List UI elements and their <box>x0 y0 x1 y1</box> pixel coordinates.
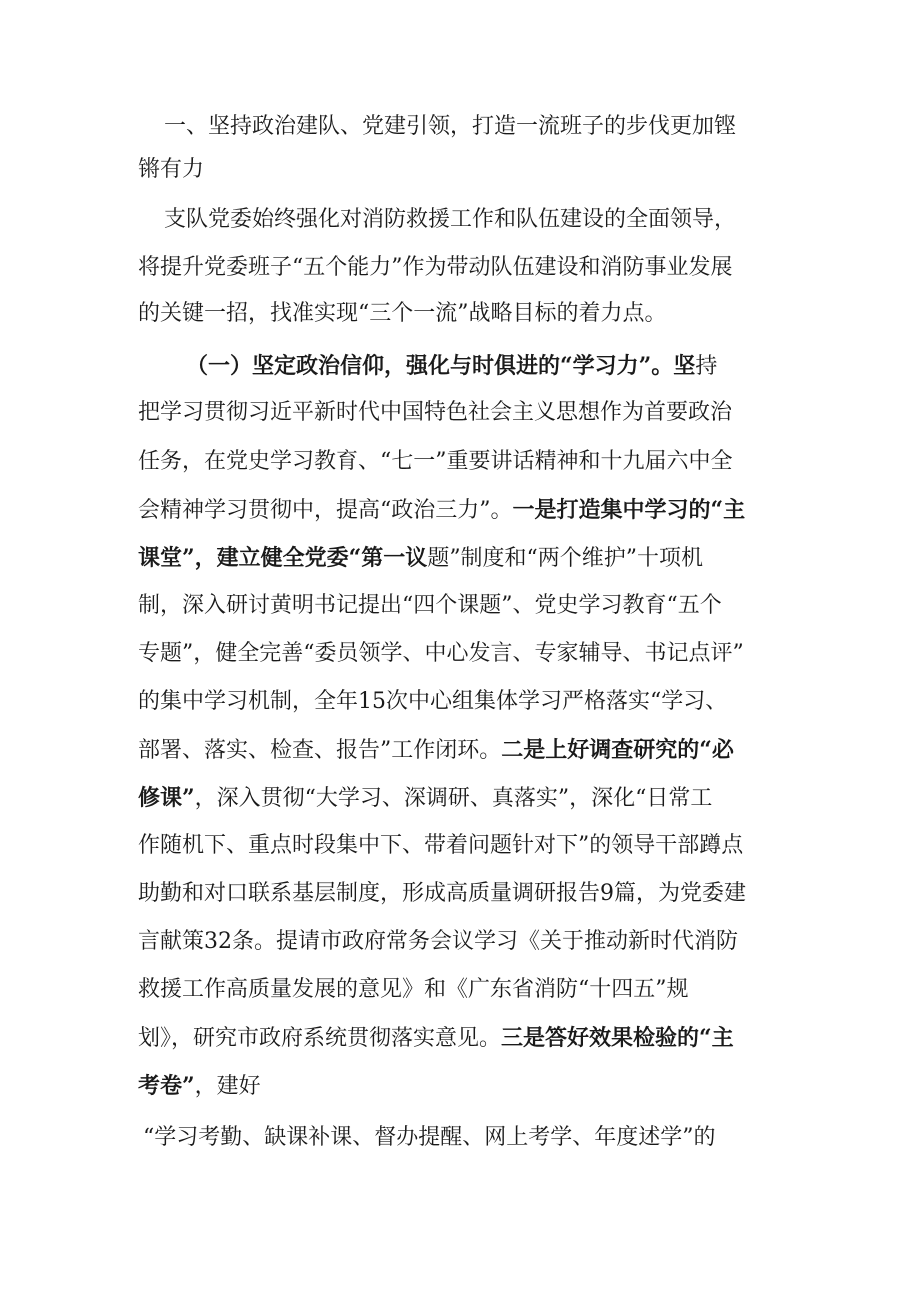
section1-line-4 <box>138 495 806 526</box>
section1-line-6 <box>138 591 806 621</box>
intro-text: 支队党委始终强化对消防救援工作和队伍建设的全面领导， <box>164 207 737 232</box>
section1-text: “学习考勤、缺课补课、督办提醒、网上考学、年度述学”的 <box>143 1125 716 1150</box>
intro-line-2 <box>138 253 806 283</box>
section1-text-bold: 二是上好调查研究的“必 <box>501 737 734 763</box>
section1-text: 作随机下、重点时段集中下、带着问题针对下”的领导干部蹲点 <box>138 833 744 858</box>
section1-line-1 <box>186 351 806 382</box>
section1-text: 言献策32条。提请市政府常务会议学习《关于推动新时代消防 <box>138 929 738 954</box>
section1-text-bold: 课堂”，建立健全党委“第一议 <box>138 545 428 571</box>
section1-text: 任务，在党史学习教育、“七一”重要讲话精神和十九届六中全 <box>138 449 733 474</box>
section1-text: 把学习贯彻习近平新时代中国特色社会主义思想作为首要政治 <box>138 400 733 425</box>
intro-line-3 <box>138 299 806 329</box>
section1-line-11 <box>138 831 806 861</box>
section1-line-16 <box>138 1071 806 1102</box>
heading-text: 一、坚持政治建队、党建引领，打造一流班子的步伐更加铿 <box>164 114 737 139</box>
section1-line-9 <box>138 735 806 766</box>
section1-text: 专题”，健全完善“委员领学、中心发言、专家辅导、书记点评” <box>138 641 744 666</box>
section1-line-7 <box>138 639 806 669</box>
section1-text: 会精神学习贯彻中，提高“政治三力”。 <box>138 498 513 523</box>
section1-line-15 <box>138 1023 806 1054</box>
section1-text-bold: 一是打造集中学习的“主 <box>512 497 746 523</box>
section1-text: 划》，研究市政府系统贯彻落实意见。 <box>138 1026 502 1051</box>
section1-line-10 <box>138 783 806 814</box>
heading-text: 锵有力 <box>138 157 205 182</box>
section1-text: 助勤和对口联系基层制度，形成高质量调研报告9篇，为党委建 <box>138 881 746 906</box>
section1-line-8 <box>138 687 806 717</box>
section1-line-3 <box>138 447 806 477</box>
section1-text: 题”制度和“两个维护”十项机 <box>427 546 704 571</box>
section1-text-bold: 考卷” <box>138 1073 195 1099</box>
section1-line-12 <box>138 879 806 909</box>
section-heading-line-2 <box>138 155 806 185</box>
section1-text: 救援工作高质量发展的意见》和《广东省消防“十四五”规 <box>138 977 689 1002</box>
section-heading-line-1 <box>164 112 806 142</box>
section1-text: 制，深入研讨黄明书记提出“四个课题”、党史学习教育“五个 <box>138 593 722 618</box>
section1-line-14 <box>138 975 806 1005</box>
intro-text: 的关键一招，找准实现“三个一流”战略目标的着力点。 <box>138 301 667 326</box>
section1-line-5 <box>138 543 806 574</box>
section1-text: 持 <box>695 354 718 379</box>
section1-text-bold: （一）坚定政治信仰，强化与时俱进的“学习力”。坚 <box>186 353 696 379</box>
intro-text: 将提升党委班子“五个能力”作为带动队伍建设和消防事业发展 <box>138 255 733 280</box>
section1-text: 的集中学习机制，全年15次中心组集体学习严格落实“学习、 <box>138 689 728 714</box>
section1-text-bold: 三是答好效果检验的“主 <box>501 1025 734 1051</box>
section1-text: ，深入贯彻“大学习、深调研、真落实”，深化“日常工 <box>194 786 713 811</box>
section1-line-13 <box>138 927 806 957</box>
intro-line-1 <box>164 205 806 235</box>
section1-line-2 <box>138 398 806 428</box>
section1-text: ，建好 <box>194 1074 261 1099</box>
section1-text-bold: 修课” <box>138 785 195 811</box>
section1-text: 部署、落实、检查、报告”工作闭环。 <box>138 738 502 763</box>
section1-line-17 <box>143 1123 806 1153</box>
